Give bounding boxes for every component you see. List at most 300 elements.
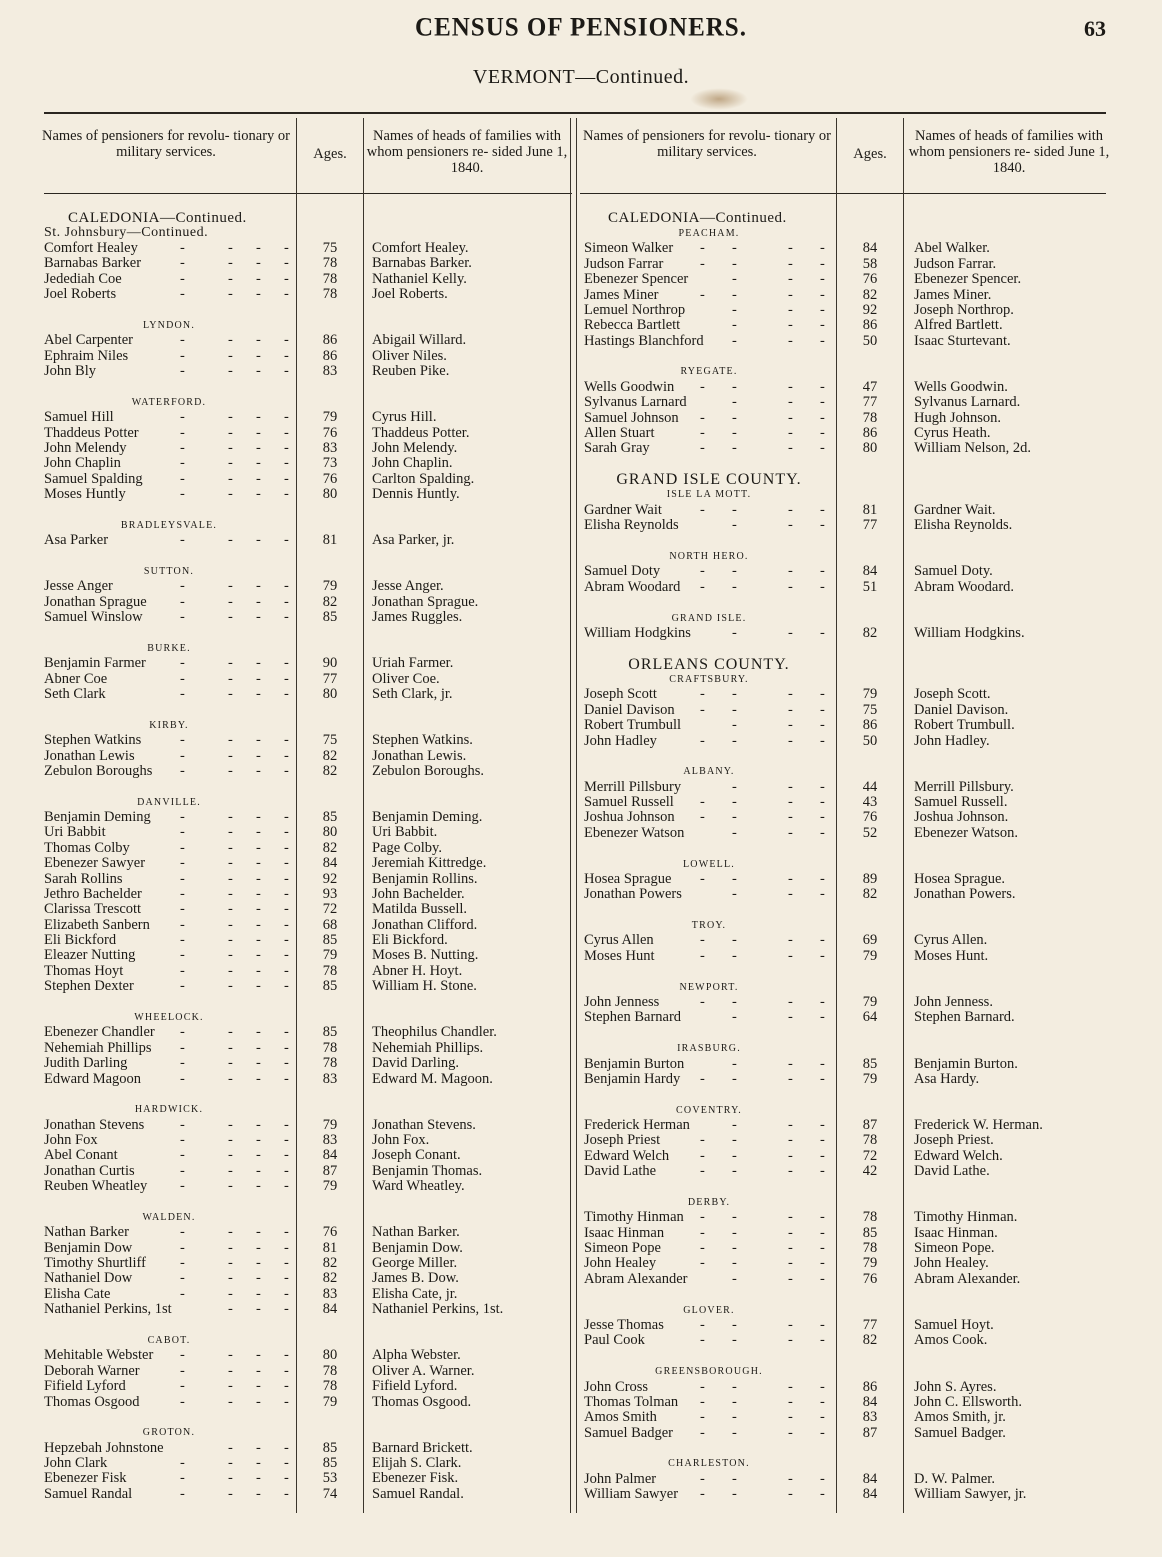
pensioner-age: 75: [322, 732, 338, 749]
head-of-family: Gardner Wait.: [914, 501, 996, 518]
pensioner-age: 69: [862, 932, 878, 949]
leader-dash: -: [700, 794, 705, 811]
pensioner-name: Clarissa Trescott: [44, 901, 142, 918]
pensioner-age: 75: [862, 701, 878, 718]
pensioner-age: 78: [322, 286, 338, 303]
town-heading: [584, 672, 1110, 687]
head-of-family: D. W. Palmer.: [914, 1470, 995, 1487]
town-name: GRAND ISLE.: [671, 612, 747, 624]
leader-dash: -: [256, 1285, 261, 1302]
town-heading: [584, 487, 1110, 502]
head-of-family: Jonathan Stevens.: [372, 1116, 476, 1133]
town-name: SUTTON.: [143, 565, 195, 577]
leader-dash: -: [228, 1178, 233, 1195]
leader-dash: -: [732, 1132, 737, 1149]
leader-dash: -: [732, 1332, 737, 1349]
pensioner-age: 85: [322, 609, 338, 626]
leader-dash: -: [700, 255, 705, 272]
pensioner-name: Ephraim Niles: [44, 347, 129, 364]
leader-dash: -: [228, 809, 233, 826]
leader-dash: -: [732, 255, 737, 272]
pensioner-age: 84: [322, 1301, 338, 1318]
pensioner-row: [44, 272, 570, 287]
leader-dash: -: [256, 286, 261, 303]
head-of-family: Robert Trumbull.: [914, 717, 1015, 734]
pensioner-name: Benjamin Dow: [44, 1239, 133, 1256]
leader-dash: -: [284, 916, 289, 933]
leader-dash: -: [700, 1070, 705, 1087]
leader-dash: -: [788, 332, 793, 349]
leader-dash: -: [700, 1316, 705, 1333]
leader-dash: -: [180, 978, 185, 995]
pensioner-row: [584, 1210, 1110, 1225]
leader-dash: -: [180, 1132, 185, 1149]
pensioner-name: Benjamin Burton: [584, 1055, 685, 1072]
head-of-family: Simeon Pope.: [914, 1240, 995, 1257]
pensioner-row: [584, 687, 1110, 702]
pensioner-name: Jesse Thomas: [584, 1316, 664, 1333]
pensioner-name: Samuel Winslow: [44, 609, 143, 626]
leader-dash: -: [256, 270, 261, 287]
pensioner-name: Allen Stuart: [584, 424, 655, 441]
leader-dash: -: [732, 1240, 737, 1257]
county-heading: CALEDONIA—Continued.: [608, 210, 787, 226]
leader-dash: -: [228, 1039, 233, 1056]
leader-dash: -: [700, 1409, 705, 1426]
head-of-family: Samuel Doty.: [914, 563, 993, 580]
pensioner-age: 76: [322, 1224, 338, 1241]
leader-dash: -: [732, 424, 737, 441]
pensioner-name: Thomas Tolman: [584, 1393, 679, 1410]
pensioner-row: [44, 841, 570, 856]
leader-dash: -: [228, 1070, 233, 1087]
pensioner-row: [44, 1456, 570, 1471]
town-heading: [584, 1195, 1110, 1210]
pensioner-row: [44, 948, 570, 963]
leader-dash: -: [256, 532, 261, 549]
leader-dash: -: [284, 839, 289, 856]
pensioner-row: [584, 395, 1110, 410]
town-heading: [44, 718, 570, 733]
pensioner-row: [584, 1426, 1110, 1441]
leader-dash: -: [284, 978, 289, 995]
leader-dash: -: [228, 1055, 233, 1072]
column-divider: [576, 118, 577, 1513]
pensioner-name: Benjamin Farmer: [44, 655, 146, 672]
leader-dash: -: [180, 901, 185, 918]
pensioner-name: Cyrus Allen: [584, 932, 654, 949]
pensioner-name: Reuben Wheatley: [44, 1178, 148, 1195]
town-name: BRADLEYSVALE.: [120, 519, 218, 531]
pensioner-name: Samuel Randal: [44, 1485, 133, 1502]
pensioner-row: [44, 979, 570, 994]
pensioner-row: [584, 272, 1110, 287]
pensioner-name: Samuel Hill: [44, 409, 114, 426]
leader-dash: -: [180, 1455, 185, 1472]
head-of-family: Moses B. Nutting.: [372, 947, 479, 964]
leader-dash: -: [256, 1393, 261, 1410]
leader-dash: -: [180, 424, 185, 441]
pensioner-row: [44, 687, 570, 702]
pensioner-age: 80: [322, 824, 338, 841]
pensioner-name: John Healey: [584, 1255, 657, 1272]
leader-dash: -: [256, 686, 261, 703]
head-of-family: Benjamin Dow.: [372, 1239, 463, 1256]
head-of-family: Samuel Randal.: [372, 1485, 464, 1502]
leader-dash: -: [788, 686, 793, 703]
leader-dash: -: [700, 378, 705, 395]
leader-dash: -: [788, 1224, 793, 1241]
town-name: DANVILLE.: [137, 796, 201, 808]
pensioner-name: Jedediah Coe: [44, 270, 122, 287]
leader-dash: -: [284, 1439, 289, 1456]
pensioner-age: 76: [862, 809, 878, 826]
head-of-family: James B. Dow.: [372, 1270, 459, 1287]
leader-dash: -: [256, 870, 261, 887]
leader-dash: -: [700, 870, 705, 887]
head-of-family: John Healey.: [914, 1255, 989, 1272]
pensioner-row: [584, 1333, 1110, 1348]
town-heading: [584, 918, 1110, 933]
leader-dash: -: [256, 762, 261, 779]
head-of-family: Seth Clark, jr.: [372, 686, 453, 703]
leader-dash: -: [788, 301, 793, 318]
leader-dash: -: [700, 1240, 705, 1257]
leader-dash: -: [732, 563, 737, 580]
leader-dash: -: [788, 409, 793, 426]
leader-dash: -: [700, 809, 705, 826]
town-heading: [584, 1103, 1110, 1118]
leader-dash: -: [788, 778, 793, 795]
head-of-family: James Miner.: [914, 286, 992, 303]
head-of-family: Ebenezer Spencer.: [914, 271, 1022, 288]
pensioner-row: [584, 1072, 1110, 1087]
head-of-family: William Sawyer, jr.: [914, 1486, 1027, 1503]
leader-dash: -: [180, 1224, 185, 1241]
leader-dash: -: [820, 271, 825, 288]
leader-dash: -: [256, 1485, 261, 1502]
leader-dash: -: [228, 286, 233, 303]
leader-dash: -: [228, 1147, 233, 1164]
town-name: BURKE.: [147, 642, 191, 654]
town-heading: [44, 1210, 570, 1225]
leader-dash: -: [732, 1424, 737, 1441]
pensioner-age: 79: [322, 1116, 338, 1133]
pensioner-name: Joel Roberts: [44, 286, 117, 303]
pensioner-age: 78: [322, 1055, 338, 1072]
leader-dash: -: [732, 271, 737, 288]
head-of-family: John C. Ellsworth.: [914, 1393, 1022, 1410]
pensioner-name: Samuel Johnson: [584, 409, 679, 426]
head-of-family: Ebenezer Fisk.: [372, 1470, 459, 1487]
leader-dash: -: [228, 1439, 233, 1456]
leader-dash: -: [228, 609, 233, 626]
town-heading: St. Johnsbury—Continued.: [44, 225, 209, 240]
town-name: LOWELL.: [683, 858, 735, 870]
leader-dash: -: [256, 240, 261, 256]
pensioner-age: 86: [862, 317, 878, 334]
pensioner-row: [584, 257, 1110, 272]
leader-dash: -: [820, 870, 825, 887]
leader-dash: -: [284, 870, 289, 887]
leader-dash: -: [180, 347, 185, 364]
leader-dash: -: [820, 732, 825, 749]
pensioner-row: [584, 703, 1110, 718]
head-of-family: Nathan Barker.: [372, 1224, 460, 1241]
pensioner-row: [44, 887, 570, 902]
pensioner-name: Samuel Doty: [584, 563, 661, 580]
pensioner-age: 81: [322, 532, 338, 549]
pensioner-row: [44, 1395, 570, 1410]
pensioner-name: Moses Hunt: [584, 947, 655, 964]
leader-dash: -: [732, 809, 737, 826]
leader-dash: -: [228, 670, 233, 687]
leader-dash: -: [788, 317, 793, 334]
town-heading: [44, 395, 570, 410]
leader-dash: -: [732, 1209, 737, 1226]
leader-dash: -: [284, 332, 289, 349]
leader-dash: -: [180, 916, 185, 933]
leader-dash: -: [820, 886, 825, 903]
pensioner-name: Sylvanus Larnard: [584, 394, 687, 411]
pensioner-age: 84: [322, 1147, 338, 1164]
leader-dash: -: [180, 455, 185, 472]
pensioner-name: Amos Smith: [584, 1409, 657, 1426]
pensioner-age: 89: [862, 870, 878, 887]
leader-dash: -: [180, 732, 185, 749]
pensioner-age: 84: [862, 1393, 878, 1410]
leader-dash: -: [284, 1470, 289, 1487]
pensioner-name: John Clark: [44, 1455, 108, 1472]
pensioner-age: 86: [862, 424, 878, 441]
pensioner-name: Ebenezer Fisk: [44, 1470, 127, 1487]
pensioner-age: 90: [322, 655, 338, 672]
leader-dash: -: [284, 855, 289, 872]
pensioner-age: 85: [322, 1024, 338, 1041]
pensioner-name: Zebulon Boroughs: [44, 762, 153, 779]
leader-dash: -: [820, 624, 825, 641]
county-heading: [584, 657, 1110, 672]
leader-dash: -: [820, 1070, 825, 1087]
page-number: 63: [1084, 16, 1106, 41]
leader-dash: -: [820, 1470, 825, 1487]
town-name: PEACHAM.: [678, 228, 740, 239]
leader-dash: -: [228, 578, 233, 595]
pensioner-row: [44, 1256, 570, 1271]
leader-dash: -: [700, 501, 705, 518]
leader-dash: -: [228, 1224, 233, 1241]
leader-dash: -: [820, 1009, 825, 1026]
leader-dash: -: [788, 1009, 793, 1026]
pensioner-row: [44, 1441, 570, 1456]
pensioner-row: [584, 518, 1110, 533]
head-of-family: Cyrus Hill.: [372, 409, 437, 426]
pensioner-age: 85: [862, 1055, 878, 1072]
town-name: TROY.: [691, 920, 727, 932]
head-of-family: Elijah S. Clark.: [372, 1455, 462, 1472]
pensioner-row: [584, 1226, 1110, 1241]
leader-dash: -: [820, 701, 825, 718]
pensioner-name: Moses Huntly: [44, 486, 126, 503]
leader-dash: -: [820, 240, 825, 257]
leader-dash: -: [256, 1147, 261, 1164]
pensioner-name: Elisha Cate: [44, 1285, 111, 1302]
pensioner-age: 92: [322, 870, 338, 887]
pensioner-name: John Bly: [44, 363, 96, 380]
pensioner-age: 82: [862, 1332, 878, 1349]
head-of-family: Nathaniel Kelly.: [372, 270, 467, 287]
head-of-family: Abel Walker.: [914, 240, 990, 257]
town-heading: [584, 1456, 1110, 1471]
leader-dash: -: [256, 1362, 261, 1379]
leader-dash: -: [700, 1378, 705, 1395]
leader-dash: -: [284, 1485, 289, 1502]
leader-dash: -: [180, 655, 185, 672]
head-of-family: John Bachelder.: [372, 885, 465, 902]
head-of-family: George Miller.: [372, 1255, 458, 1272]
pensioner-row: [44, 1271, 570, 1286]
pensioner-row: [44, 1056, 570, 1071]
leader-dash: -: [788, 824, 793, 841]
pensioner-name: Wells Goodwin: [584, 378, 675, 395]
leader-dash: -: [284, 1116, 289, 1133]
leader-dash: -: [228, 593, 233, 610]
leader-dash: -: [732, 409, 737, 426]
leader-dash: -: [180, 1285, 185, 1302]
leader-dash: -: [284, 1070, 289, 1087]
header-rule-left: [44, 193, 572, 194]
leader-dash: -: [284, 593, 289, 610]
leader-dash: -: [788, 378, 793, 395]
pensioner-row: [44, 595, 570, 610]
leader-dash: -: [732, 870, 737, 887]
leader-dash: -: [732, 286, 737, 303]
head-of-family: Nathaniel Perkins, 1st.: [372, 1301, 504, 1318]
leader-dash: -: [788, 794, 793, 811]
town-name: CRAFTSBURY.: [669, 674, 749, 686]
leader-dash: -: [820, 317, 825, 334]
leader-dash: -: [700, 424, 705, 441]
pensioner-name: Benjamin Deming: [44, 809, 151, 826]
leader-dash: -: [732, 1255, 737, 1272]
pensioner-age: 84: [862, 1470, 878, 1487]
leader-dash: -: [820, 824, 825, 841]
leader-dash: -: [700, 1132, 705, 1149]
leader-dash: -: [256, 962, 261, 979]
leader-dash: -: [788, 286, 793, 303]
leader-dash: -: [228, 1485, 233, 1502]
pensioner-name: Samuel Russell: [584, 794, 674, 811]
leader-dash: -: [284, 486, 289, 503]
pensioner-row: [44, 1133, 570, 1148]
leader-dash: -: [228, 1270, 233, 1287]
head-of-family: Benjamin Thomas.: [372, 1162, 483, 1179]
leader-dash: -: [284, 240, 289, 256]
pensioner-age: 81: [862, 501, 878, 518]
town-heading: [584, 611, 1110, 626]
leader-dash: -: [732, 1393, 737, 1410]
column-header-names: Names of pensioners for revolu- tionary or military services.: [41, 128, 291, 160]
head-of-family: Samuel Hoyt.: [914, 1316, 994, 1333]
leader-dash: -: [228, 1470, 233, 1487]
pensioner-age: 83: [322, 1070, 338, 1087]
pensioner-age: 82: [862, 286, 878, 303]
leader-dash: -: [180, 470, 185, 487]
pensioner-name: Abel Conant: [44, 1147, 118, 1164]
leader-dash: -: [256, 1470, 261, 1487]
leader-dash: -: [256, 363, 261, 380]
pensioner-age: 79: [862, 994, 878, 1010]
leader-dash: -: [228, 255, 233, 272]
leader-dash: -: [788, 994, 793, 1010]
leader-dash: -: [284, 885, 289, 902]
head-of-family: Joseph Conant.: [372, 1147, 461, 1164]
head-of-family: Amos Smith, jr.: [914, 1409, 1006, 1426]
pensioner-age: 85: [322, 932, 338, 949]
pensioner-age: 79: [322, 409, 338, 426]
head-of-family: Abram Woodard.: [914, 578, 1015, 595]
county-heading: CALEDONIA—Continued.: [68, 210, 247, 226]
leader-dash: -: [256, 1116, 261, 1133]
pensioner-name: Uri Babbit: [44, 824, 106, 841]
ink-stain: [690, 88, 748, 110]
town-name: HARDWICK.: [134, 1104, 204, 1116]
page-subtitle: VERMONT—Continued.: [472, 66, 690, 88]
leader-dash: -: [256, 1070, 261, 1087]
leader-dash: -: [180, 947, 185, 964]
town-name: IRASBURG.: [677, 1043, 741, 1055]
leader-dash: -: [256, 824, 261, 841]
leader-dash: -: [820, 501, 825, 518]
pensioner-row: [584, 1057, 1110, 1072]
pensioner-name: Stephen Dexter: [44, 978, 134, 995]
town-heading: [44, 1333, 570, 1348]
leader-dash: -: [256, 1439, 261, 1456]
pensioner-row: [44, 656, 570, 671]
pensioner-name: James Miner: [584, 286, 659, 303]
leader-dash: -: [732, 1163, 737, 1180]
pensioner-row: [584, 1472, 1110, 1487]
town-heading: [44, 641, 570, 656]
leader-dash: -: [256, 932, 261, 949]
pensioner-row: [44, 964, 570, 979]
leader-dash: -: [788, 1486, 793, 1503]
pensioner-row: [44, 872, 570, 887]
pensioner-age: 78: [862, 409, 878, 426]
leader-dash: -: [180, 1178, 185, 1195]
pensioner-name: Jethro Bachelder: [44, 885, 142, 902]
head-of-family: Benjamin Deming.: [372, 809, 483, 826]
leader-dash: -: [788, 1055, 793, 1072]
leader-dash: -: [284, 609, 289, 626]
pensioner-row: [44, 1302, 570, 1317]
leader-dash: -: [788, 1378, 793, 1395]
head-of-family: Elisha Reynolds.: [914, 517, 1013, 534]
head-of-family: Isaac Hinman.: [914, 1224, 998, 1241]
leader-dash: -: [180, 1362, 185, 1379]
column-header-ages: Ages.: [313, 146, 347, 162]
leader-dash: -: [820, 932, 825, 949]
head-of-family: Zebulon Boroughs.: [372, 762, 484, 779]
head-of-family: Cyrus Allen.: [914, 932, 988, 949]
leader-dash: -: [180, 747, 185, 764]
leader-dash: -: [256, 609, 261, 626]
leader-dash: -: [228, 1378, 233, 1395]
head-of-family: Asa Parker, jr.: [372, 532, 455, 549]
pensioner-row: [584, 441, 1110, 456]
column-header-ages: Ages.: [853, 146, 887, 162]
leader-dash: -: [284, 655, 289, 672]
